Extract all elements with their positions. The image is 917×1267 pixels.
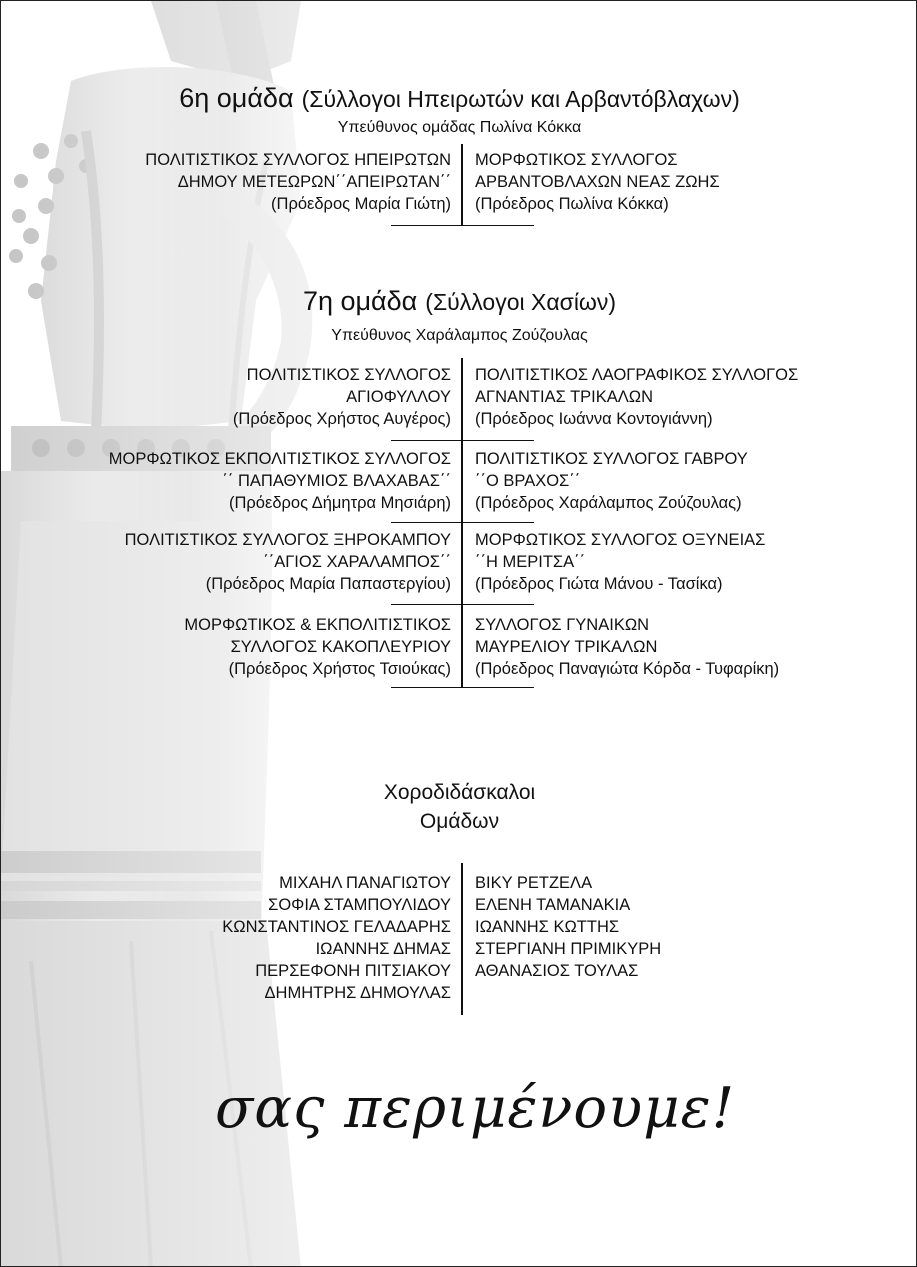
teacher-name: ΒΙΚΥ ΡΕΤΖΕΛΑ [475, 874, 593, 892]
closing-message: σας περιμένουμε! [215, 1076, 736, 1141]
club-name-line: ΄΄ ΠΑΠΑΘΥΜΙΟΣ ΒΛΑΧΑΒΑΣ΄΄ [222, 472, 451, 490]
club-name-line: ΠΟΛΙΤΙΣΤΙΚΟΣ ΣΥΛΛΟΓΟΣ ΓΑΒΡΟΥ [475, 450, 748, 468]
teachers-left-list [222, 872, 451, 1004]
poster-content [1, 1, 917, 1267]
club-name-line: ΜΟΡΦΩΤΙΚΟΣ ΣΥΛΛΟΓΟΣ [475, 151, 678, 169]
club-name-line: ΄΄ΑΓΙΟΣ ΧΑΡΑΛΑΜΠΟΣ΄΄ [263, 553, 451, 571]
club-name-line: ΠΟΛΙΤΙΣΤΙΚΟΣ ΣΥΛΛΟΓΟΣ ΞΗΡΟΚΑΜΠΟΥ [124, 531, 451, 549]
group6-leader: Υπεύθυνος ομάδας Πωλίνα Κόκκα [337, 119, 582, 136]
group6-heading [1, 83, 917, 114]
club-president: (Πρόεδρος Ιωάννα Κοντογιάννη) [475, 410, 713, 428]
teacher-name: ΣΤΕΡΓΙΑΝΗ ΠΡΙΜΙΚΥΡΗ [475, 940, 662, 958]
group7-club-right-1 [475, 364, 798, 430]
row-rule [391, 440, 534, 441]
teachers-heading-line2: Ομάδων [419, 810, 500, 833]
club-name-line: ΠΟΛΙΤΙΣΤΙΚΟΣ ΣΥΛΛΟΓΟΣ [246, 366, 451, 384]
teachers-heading [1, 778, 917, 836]
teachers-heading-line1: Χοροδιδάσκαλοι [383, 781, 536, 804]
teacher-name: ΚΩΝΣΤΑΝΤΙΝΟΣ ΓΕΛΑΔΑΡΗΣ [222, 918, 451, 936]
teachers-right-list [475, 872, 661, 982]
teacher-name: ΙΩΑΝΝΗΣ ΚΩΤΤΗΣ [475, 918, 620, 936]
group7-club-left-1 [233, 364, 451, 430]
teacher-name: ΣΟΦΙΑ ΣΤΑΜΠΟΥΛΙΔΟΥ [268, 896, 451, 914]
club-name-line: ΠΟΛΙΤΙΣΤΙΚΟΣ ΛΑΟΓΡΑΦΙΚΟΣ ΣΥΛΛΟΓΟΣ [475, 366, 799, 384]
club-president: (Πρόεδρος Δήμητρα Μησιάρη) [229, 494, 451, 512]
group7-club-left-2 [109, 448, 451, 514]
group6-club-right [475, 149, 720, 215]
club-name-line: ΠΟΛΙΤΙΣΤΙΚΟΣ ΣΥΛΛΟΓΟΣ ΗΠΕΙΡΩΤΩΝ [145, 151, 451, 169]
club-name-line: ΜΟΡΦΩΤΙΚΟΣ ΣΥΛΛΟΓΟΣ ΟΞΥΝΕΙΑΣ [475, 531, 766, 549]
club-name-line: ΑΓΝΑΝΤΙΑΣ ΤΡΙΚΑΛΩΝ [475, 388, 654, 406]
club-president: (Πρόεδρος Μαρία Παπαστεργίου) [205, 575, 451, 593]
club-president: (Πρόεδρος Χρήστος Τσιούκας) [228, 660, 451, 678]
club-president: (Πρόεδρος Μαρία Γιώτη) [271, 195, 451, 213]
club-name-line: ΄΄Η ΜΕΡΙΤΣΑ΄΄ [475, 553, 586, 571]
row-rule [391, 522, 534, 523]
club-president: (Πρόεδρος Πωλίνα Κόκκα) [475, 195, 669, 213]
club-name-line: ΜΑΥΡΕΛΙΟΥ ΤΡΙΚΑΛΩΝ [475, 638, 658, 656]
row-rule [391, 604, 534, 605]
club-name-line: ΜΟΡΦΩΤΙΚΟΣ ΕΚΠΟΛΙΤΙΣΤΙΚΟΣ ΣΥΛΛΟΓΟΣ [108, 450, 451, 468]
group6-rule [391, 225, 534, 226]
group7-club-right-3 [475, 529, 765, 595]
club-president: (Πρόεδρος Παναγιώτα Κόρδα - Τυφαρίκη) [475, 660, 780, 678]
group7-club-right-2 [475, 448, 748, 514]
group7-club-right-4 [475, 614, 779, 680]
teacher-name: ΙΩΑΝΝΗΣ ΔΗΜΑΣ [315, 940, 451, 958]
club-name-line: ΣΥΛΛΟΓΟΣ ΚΑΚΟΠΛΕΥΡΙΟΥ [230, 638, 451, 656]
teacher-name: ΔΗΜΗΤΡΗΣ ΔΗΜΟΥΛΑΣ [264, 984, 451, 1002]
group7-number: 7η ομάδα [302, 286, 418, 316]
club-name-line: ΑΡΒΑΝΤΟΒΛΑΧΩΝ ΝΕΑΣ ΖΩΗΣ [475, 173, 720, 191]
group7-divider [461, 358, 463, 688]
teacher-name: ΠΕΡΣΕΦΟΝΗ ΠΙΤΣΙΑΚΟΥ [255, 962, 451, 980]
club-name-line: ΜΟΡΦΩΤΙΚΟΣ & ΕΚΠΟΛΙΤΙΣΤΙΚΟΣ [184, 616, 451, 634]
club-name-line: ΣΥΛΛΟΓΟΣ ΓΥΝΑΙΚΩΝ [475, 616, 650, 634]
group6-number: 6η ομάδα [179, 83, 294, 113]
group7-leader: Υπεύθυνος Χαράλαμπος Ζούζουλας [331, 327, 588, 344]
club-president: (Πρόεδρος Γιώτα Μάνου - Τασίκα) [475, 575, 723, 593]
group7-club-left-3 [125, 529, 451, 595]
group6-divider [461, 144, 463, 226]
group6-club-left [145, 149, 451, 215]
club-name-line: ΄΄Ο ΒΡΑΧΟΣ΄΄ [475, 472, 581, 490]
teacher-name: ΕΛΕΝΗ ΤΑΜΑΝΑΚΙΑ [475, 896, 631, 914]
teacher-name: ΑΘΑΝΑΣΙΟΣ ΤΟΥΛΑΣ [475, 962, 639, 980]
club-president: (Πρόεδρος Χαράλαμπος Ζούζουλας) [475, 494, 742, 512]
group6-subtitle: (Σύλλογοι Ηπειρωτών και Αρβαντόβλαχων) [301, 86, 740, 112]
group7-subtitle: (Σύλλογοι Χασίων) [425, 289, 617, 315]
club-president: (Πρόεδρος Χρήστος Αυγέρος) [232, 410, 451, 428]
club-name-line: ΑΓΙΟΦΥΛΛΟΥ [346, 388, 451, 406]
teachers-divider [461, 863, 463, 1015]
club-name-line: ΔΗΜΟΥ ΜΕΤΕΩΡΩΝ΄΄ΑΠΕΙΡΩΤΑΝ΄΄ [177, 173, 451, 191]
teacher-name: ΜΙΧΑΗΛ ΠΑΝΑΓΙΩΤΟΥ [279, 874, 451, 892]
group7-club-left-4 [184, 614, 451, 680]
row-rule [391, 687, 534, 688]
group7-heading [1, 286, 917, 317]
